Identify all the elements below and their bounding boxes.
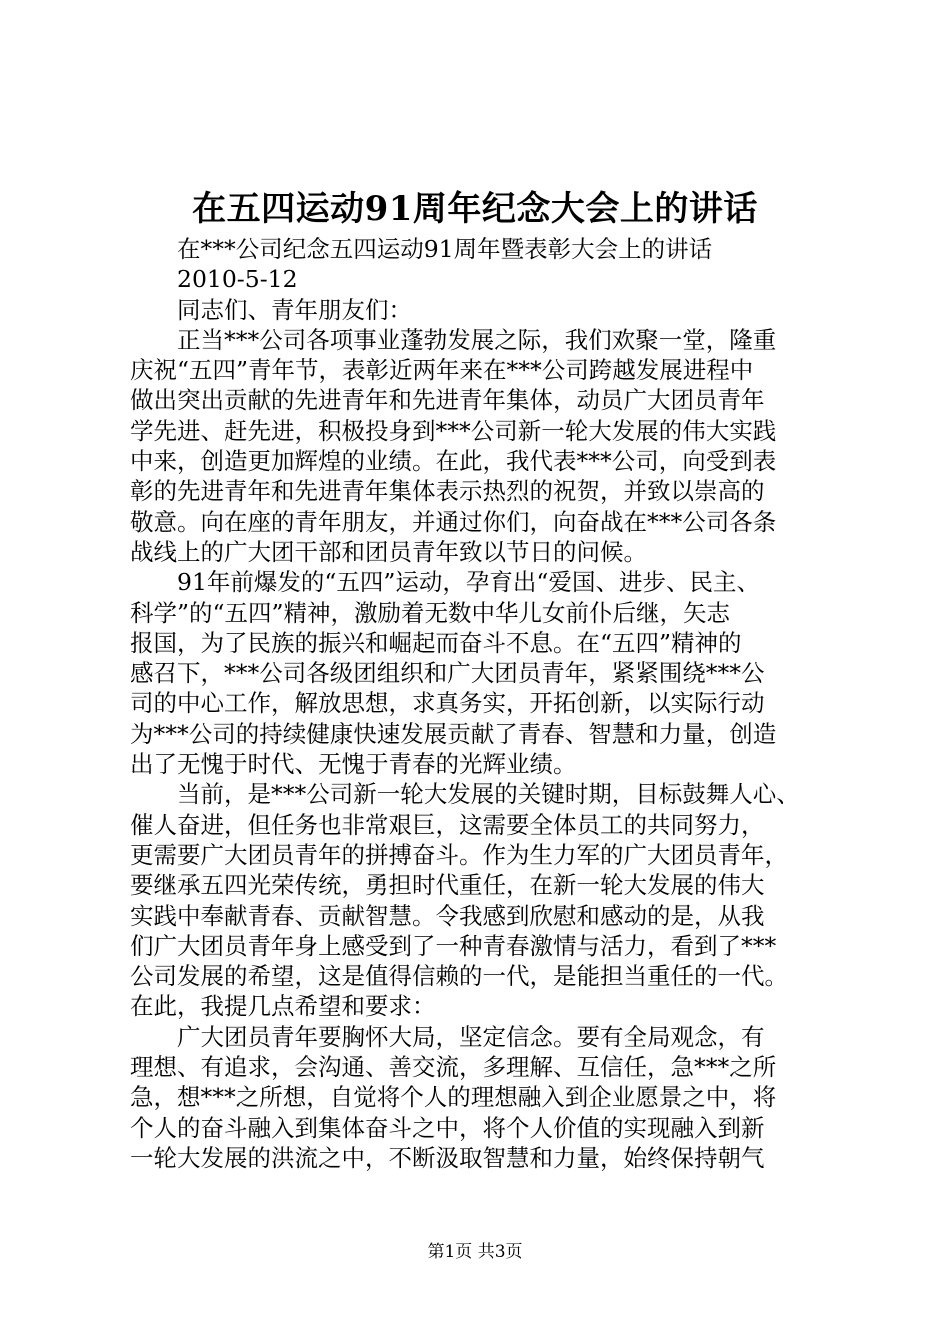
text-line: 当前，是***公司新一轮大发展的关键时期，目标鼓舞人心、	[177, 780, 800, 809]
text-line: 理想、有追求，会沟通、善交流，多理解、互信任，急***之所	[130, 1053, 777, 1082]
text-line: 公司发展的希望，这是值得信赖的一代，是能担当重任的一代。	[130, 962, 788, 991]
text-line: 实践中奉献青春、贡献智慧。令我感到欣慰和感动的是，从我	[130, 901, 765, 930]
text-line: 催人奋进，但任务也非常艰巨，这需要全体员工的共同努力，	[130, 810, 765, 839]
text-line: 正当***公司各项事业蓬勃发展之际，我们欢聚一堂，隆重	[177, 325, 777, 354]
text-line: 更需要广大团员青年的拼搏奋斗。作为生力军的广大团员青年，	[130, 840, 788, 869]
document-body	[130, 234, 850, 1173]
text-line: 科学”的“五四”精神，激励着无数中华儿女前仆后继，矢志	[130, 598, 731, 627]
text-line: 战线上的广大团干部和团员青年致以节日的问候。	[130, 537, 647, 566]
text-line: 司的中心工作，解放思想，求真务实，开拓创新，以实际行动	[130, 689, 765, 718]
text-line: 个人的奋斗融入到集体奋斗之中，将个人价值的实现融入到新	[130, 1113, 765, 1142]
text-line: 中来，创造更加辉煌的业绩。在此，我代表***公司，向受到表	[130, 447, 777, 476]
text-line: 同志们、青年朋友们：	[177, 295, 412, 324]
text-line: 出了无愧于时代、无愧于青春的光辉业绩。	[130, 750, 577, 779]
text-line: 感召下，***公司各级团组织和广大团员青年，紧紧围绕***公	[130, 659, 765, 688]
page-footer: 第1页 共3页	[427, 1242, 523, 1262]
text-line: 报国，为了民族的振兴和崛起而奋斗不息。在“五四”精神的	[130, 628, 742, 657]
text-line: 91年前爆发的“五四”运动，孕育出“爱国、进步、民主、	[177, 568, 760, 597]
text-line: 一轮大发展的洪流之中，不断汲取智慧和力量，始终保持朝气	[130, 1143, 765, 1172]
text-line: 们广大团员青年身上感受到了一种青春激情与活力，看到了***	[130, 931, 777, 960]
text-line: 在***公司纪念五四运动91周年暨表彰大会上的讲话	[177, 235, 713, 263]
text-line: 2010-5-12	[177, 265, 298, 294]
text-line: 广大团员青年要胸怀大局，坚定信念。要有全局观念，有	[177, 1022, 765, 1051]
text-line: 做出突出贡献的先进青年和先进青年集体，动员广大团员青年	[130, 386, 765, 415]
text-line: 学先进、赶先进，积极投身到***公司新一轮大发展的伟大实践	[130, 416, 777, 445]
text-line: 急，想***之所想，自觉将个人的理想融入到企业愿景之中，将	[130, 1083, 777, 1112]
text-line: 敬意。向在座的青年朋友，并通过你们，向奋战在***公司各条	[130, 507, 777, 536]
text-line: 在此，我提几点希望和要求：	[130, 992, 436, 1021]
text-line: 庆祝“五四”青年节，表彰近两年来在***公司跨越发展进程中	[130, 356, 754, 385]
text-line: 为***公司的持续健康快速发展贡献了青春、智慧和力量，创造	[130, 719, 777, 748]
text-line: 要继承五四光荣传统，勇担时代重任，在新一轮大发展的伟大	[130, 871, 765, 900]
document-title: 在五四运动91周年纪念大会上的讲话	[192, 189, 758, 229]
text-line: 彰的先进青年和先进青年集体表示热烈的祝贺，并致以崇高的	[130, 477, 765, 506]
